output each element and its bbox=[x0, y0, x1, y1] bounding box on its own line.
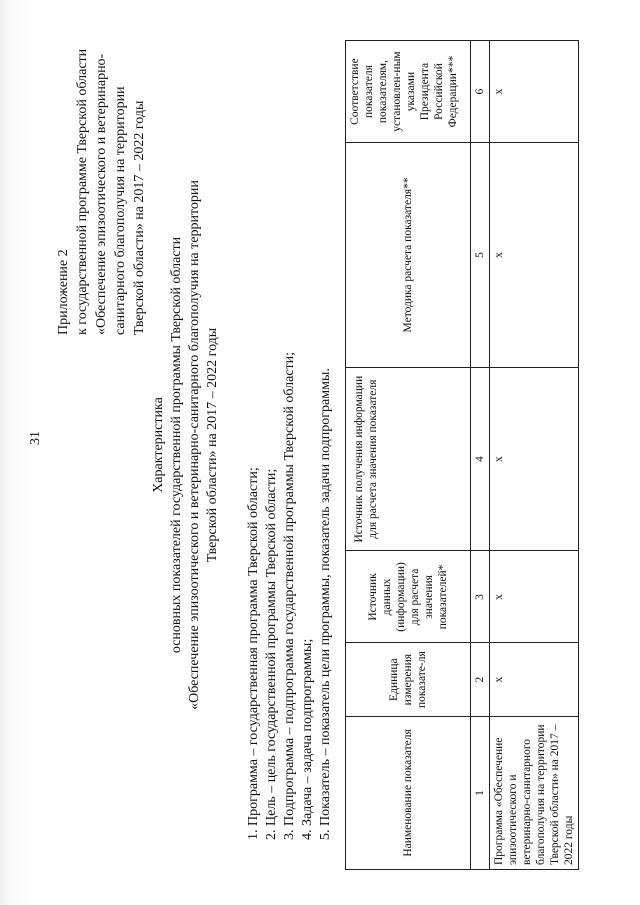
legend-item: 3. Подпрограмма – подпрограмма государственной программы Тверской области; bbox=[282, 351, 297, 840]
heading-subtitle: основных показателей государственной программы Тверской области bbox=[169, 236, 184, 654]
source-info-value: х bbox=[490, 367, 579, 551]
document-page bbox=[0, 15, 630, 895]
legend-item: 2. Цель – цель государственной программы Тверской области; bbox=[264, 468, 279, 840]
table-header-row bbox=[346, 41, 471, 870]
legend-item: 4. Задача – задача подпрограммы; bbox=[300, 638, 315, 840]
column-number: 2 bbox=[471, 643, 490, 717]
appendix-header bbox=[54, 35, 149, 335]
legend-item: 5. Показатель – показатель цели программы, показатель задачи подпрограммы. bbox=[318, 368, 333, 840]
header-cell: Источник данных (информации) для расчета значения показателей* bbox=[346, 551, 471, 643]
appendix-line: «Обеспечение эпизоотического и ветеринарно- bbox=[94, 53, 109, 335]
appendix-line: санитарного благополучия на территории bbox=[113, 86, 128, 335]
appendix-line: Тверской области» на 2017 – 2022 годы bbox=[132, 100, 147, 335]
column-number-row bbox=[471, 41, 490, 870]
header-cell: Единица измерения показате-ля bbox=[346, 643, 471, 717]
appendix-line: Приложение 2 bbox=[56, 249, 71, 335]
heading-title: Характеристика bbox=[151, 397, 166, 493]
column-number: 1 bbox=[471, 716, 490, 869]
column-number: 3 bbox=[471, 551, 490, 643]
heading-subtitle: Тверской области» на 2017 – 2022 годы bbox=[205, 327, 220, 563]
indicators-table bbox=[345, 40, 579, 870]
header-cell: Соответствие показателя показателям, установлен-ным указами Президента Российской Федерации*** bbox=[346, 41, 471, 143]
appendix-line: к государственной программе Тверской области bbox=[75, 48, 90, 335]
source-data-value: х bbox=[490, 551, 579, 643]
document-heading bbox=[150, 95, 222, 795]
heading-subtitle: «Обеспечение эпизоотического и ветеринарно-санитарного благополучия на территории bbox=[187, 180, 202, 710]
unit-value: х bbox=[490, 643, 579, 717]
column-number: 4 bbox=[471, 367, 490, 551]
column-number: 5 bbox=[471, 143, 490, 368]
table-row bbox=[490, 41, 579, 870]
method-value: х bbox=[490, 143, 579, 368]
indicator-name: Программа «Обеспечение эпизоотического и ветеринарно-санитарного благополучия на территории Тверской области» на 2017 – 2022 годы bbox=[490, 716, 579, 869]
legend-list bbox=[245, 80, 335, 840]
compliance-value: х bbox=[490, 41, 579, 143]
header-cell: Источник получения информации для расчета значения показателя bbox=[346, 367, 471, 551]
header-cell: Методика расчета показателя** bbox=[346, 143, 471, 368]
page-number: 31 bbox=[28, 431, 43, 445]
header-cell: Наименование показателя bbox=[346, 716, 471, 869]
legend-item: 1. Программа – государственная программа Тверской области; bbox=[246, 467, 261, 840]
column-number: 6 bbox=[471, 41, 490, 143]
